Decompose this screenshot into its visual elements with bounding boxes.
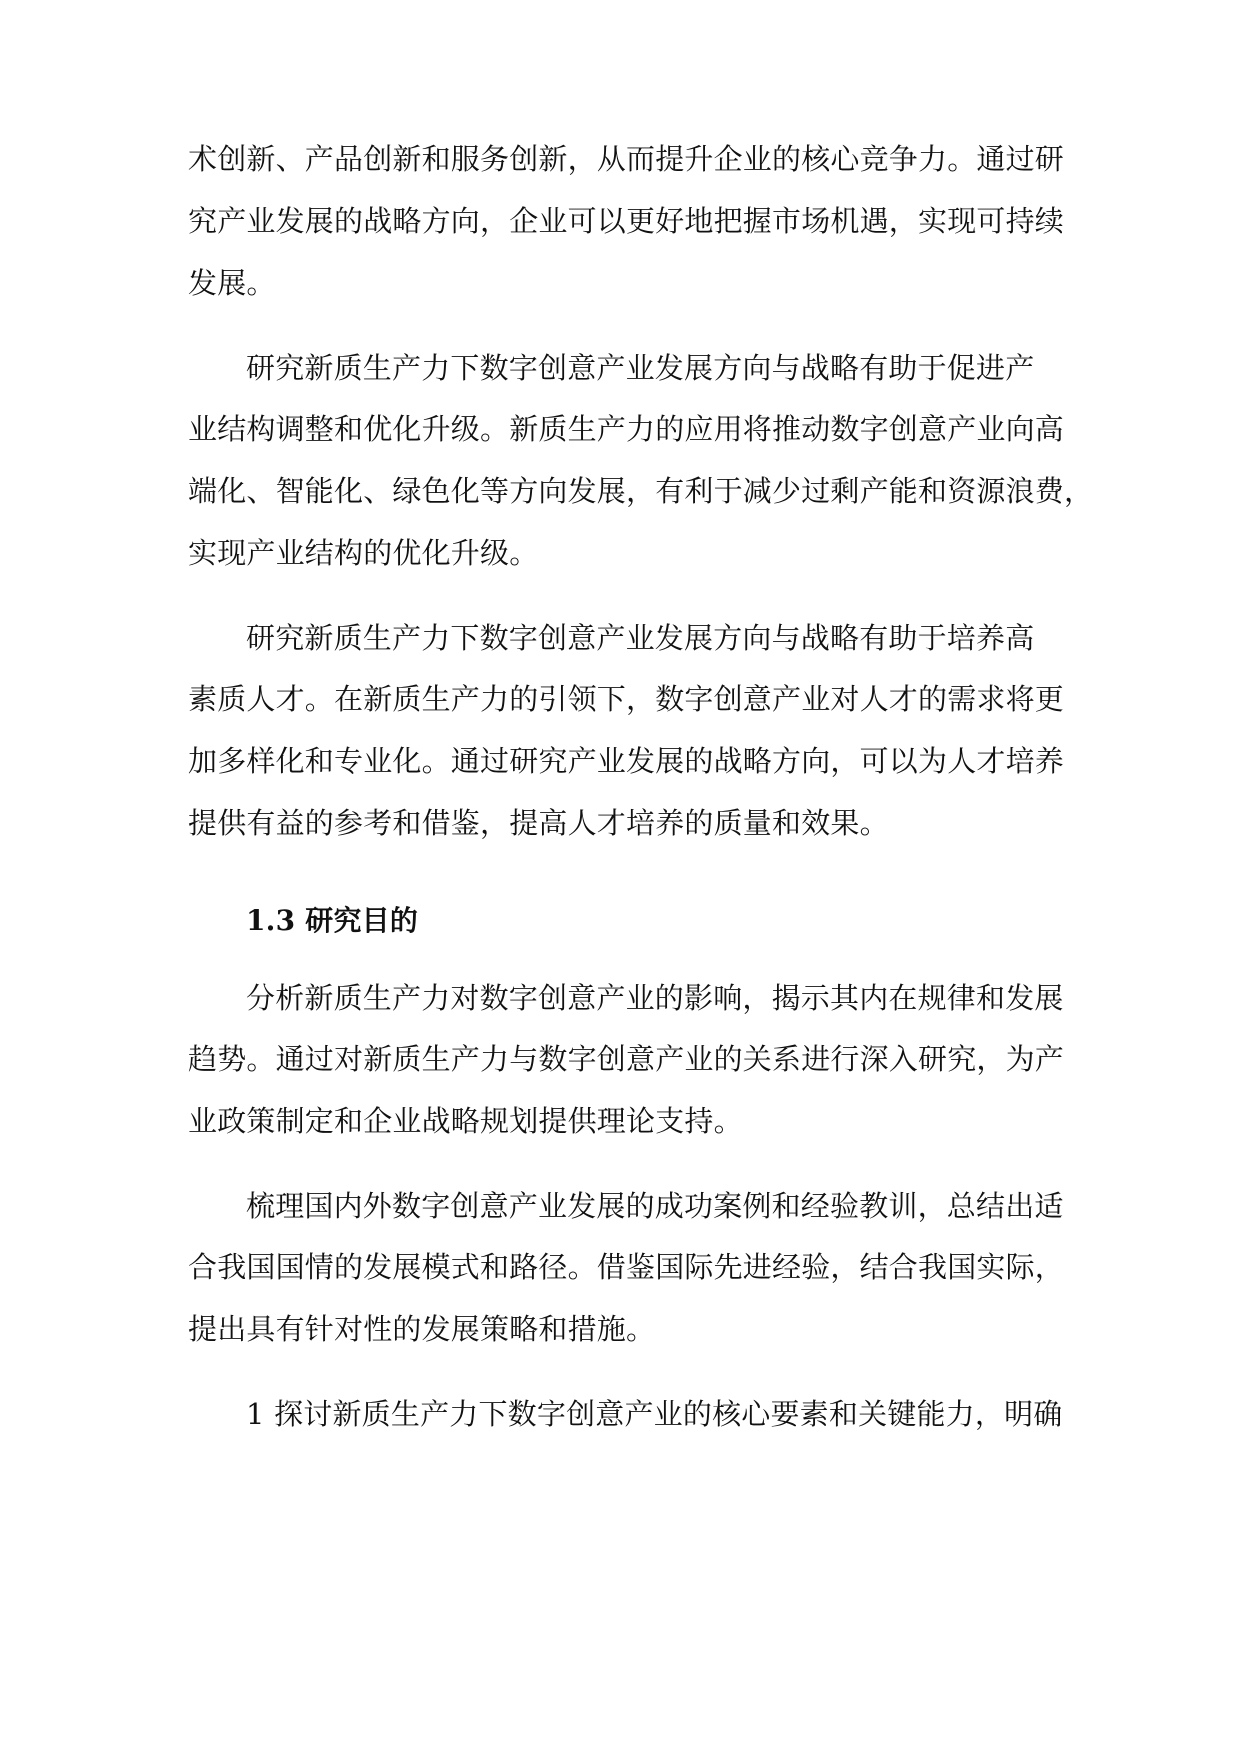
paragraph-line: 提出具有针对性的发展策略和措施。 [188,1312,656,1346]
paragraph-line: 梳理国内外数字创意产业发展的成功案例和经验教训，总结出适 [246,1189,1064,1223]
paragraph-line: 研究新质生产力下数字创意产业发展方向与战略有助于培养高 [246,621,1035,655]
paragraph-line: 分析新质生产力对数字创意产业的影响，揭示其内在规律和发展 [246,981,1064,1015]
paragraph-line: 趋势。通过对新质生产力与数字创意产业的关系进行深入研究，为产 [188,1042,1065,1076]
paragraph-line: 1 探讨新质生产力下数字创意产业的核心要素和关键能力，明确 [246,1397,1063,1431]
paragraph-line: 究产业发展的战略方向，企业可以更好地把握市场机遇，实现可持续 [188,204,1065,238]
section-heading: 1.3 研究目的 [246,904,419,937]
paragraph-line: 合我国国情的发展模式和路径。借鉴国际先进经验，结合我国实际， [188,1250,1065,1284]
paragraph-line: 加多样化和专业化。通过研究产业发展的战略方向，可以为人才培养 [188,744,1065,778]
paragraph-line: 研究新质生产力下数字创意产业发展方向与战略有助于促进产 [246,351,1035,385]
paragraph-line: 实现产业结构的优化升级。 [188,536,539,570]
paragraph-line: 提供有益的参考和借鉴，提高人才培养的质量和效果。 [188,806,889,840]
paragraph-line: 端化、智能化、绿色化等方向发展，有利于减少过剩产能和资源浪费， [188,474,1094,508]
paragraph-line: 发展。 [188,266,276,300]
paragraph-line: 术创新、产品创新和服务创新，从而提升企业的核心竞争力。通过研 [188,142,1065,176]
paragraph-line: 业政策制定和企业战略规划提供理论支持。 [188,1104,743,1138]
paragraph-line: 业结构调整和优化升级。新质生产力的应用将推动数字创意产业向高 [188,412,1065,446]
paragraph-line: 素质人才。在新质生产力的引领下，数字创意产业对人才的需求将更 [188,682,1065,716]
